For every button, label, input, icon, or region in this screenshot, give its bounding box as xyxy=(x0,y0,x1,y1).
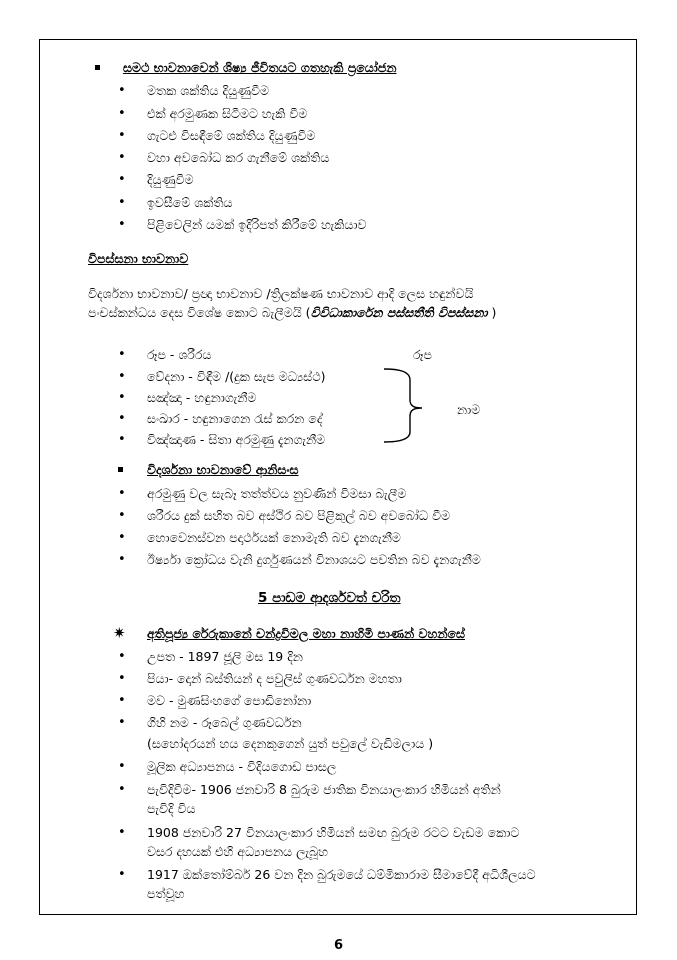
bullet-icon: • xyxy=(118,195,126,210)
bullet-icon: • xyxy=(118,867,126,882)
bullet-icon: • xyxy=(118,671,126,686)
list-item: සඤ්ඤා - හඳුනාගැනීම xyxy=(147,390,257,405)
list-item: උපත - 1897 ජූලි මස 19 දින xyxy=(147,649,303,664)
bullet-icon: • xyxy=(118,552,126,567)
list-item-continuation: පත්වූහ xyxy=(147,886,185,901)
bullet-icon: • xyxy=(118,693,126,708)
square-bullet-icon xyxy=(118,467,123,472)
list-item: මතක ශක්තිය දියුණුවීම xyxy=(147,83,270,98)
bullet-icon: • xyxy=(118,411,126,426)
section-heading: විපස්සනා භාවනාව xyxy=(88,251,189,266)
list-item: ගැටළු විසඳීමේ ශක්තිය දියුණුවීම xyxy=(147,128,316,143)
list-item: දියුණුවීම xyxy=(147,172,194,187)
section-heading: විදර්ශනා භාවනාවේ ආනිසංස xyxy=(147,462,299,477)
bullet-icon: • xyxy=(118,432,126,447)
paragraph-text: ) xyxy=(487,305,497,320)
bullet-icon: • xyxy=(118,508,126,523)
paragraph-line: විදර්ශනා භාවනාව/ ප්‍රඥා භාවනාව /ත්‍රිලක්ෂණ භාවනාව ආදි ලෙස හඳුන්වයි xyxy=(88,286,474,301)
pali-quote: විවිධාකාරේන පස්සතීති විපස්සනා xyxy=(310,305,488,320)
bullet-icon: • xyxy=(118,128,126,143)
bullet-icon: • xyxy=(118,106,126,121)
list-item: ශරීරය දුක් සහිත බව අස්ථිර බව පිළිකුල් බව අවබෝධ වීම xyxy=(147,508,451,523)
bullet-icon: • xyxy=(118,782,126,797)
bullet-icon: • xyxy=(118,369,126,384)
list-item: හොවෙනස්වන පදාර්ථයක් නොමැති බව දැනගැනීම xyxy=(147,530,401,545)
lesson-title: 5 පාඩම ආදර්ශවත් චරිත xyxy=(258,590,401,606)
list-item: අරමුණු වල සැබෑ තත්ත්වය නුවණින් විමසා බැලීම xyxy=(147,486,407,501)
paragraph-text: පංචස්කන්ධය දෙස විශේෂ කොට බැලීමයි ( xyxy=(88,305,311,320)
list-item: සංඛාර - හඳුනාගෙන රැස් කරන දේ xyxy=(147,411,323,426)
bullet-icon: • xyxy=(118,759,126,774)
list-item: වහා අවබෝධ කර ගැනීමේ ශක්තිය xyxy=(147,150,330,165)
lesson-subheading: අතිපූජ්‍ය රේරුකානේ චන්ද්‍රවිමල මහා නාහිමි පාණන් වහන්සේ xyxy=(147,626,465,641)
list-item: ඉවසීමේ ශක්තිය xyxy=(147,195,233,210)
list-item: 1908 ජනවාරි 27 විනයාලංකාර හිමියන් සමඟ බුරුම රටට වැඩම කොට xyxy=(147,825,520,840)
list-item: මව - මුණසිංහගේ පොඩිනෝනා xyxy=(147,693,312,708)
page-number: 6 xyxy=(333,938,344,953)
list-item: පැවිදිවීම- 1906 ජනවාරි 8 බුරුම ජාතික විනයාලංකාර හිමියන් අතින් xyxy=(147,782,501,797)
list-item: පිළිවෙලින් යමක් ඉදිරිපත් කිරීමේ හැකියාව xyxy=(147,217,367,232)
list-item-continuation: (සහෝදරයන් හය දෙනකුගෙන් යුත් පවුලේ වැඩිමලාය ) xyxy=(147,736,434,751)
bullet-icon: • xyxy=(118,825,126,840)
nama-label: නාම xyxy=(457,402,481,417)
bullet-icon: • xyxy=(118,715,126,730)
list-item: පියා- දොන් බස්තියන් ද පවුලිස් ගුණවර්ධන මහතා xyxy=(147,671,402,686)
list-item: රූප - ශරීරය xyxy=(147,347,212,362)
bullet-icon: • xyxy=(118,172,126,187)
section-heading: සමථ භාවනාවෙන් ශිෂ්‍ය ජීවිතයට ගතහැකි ප්‍රයෝජන xyxy=(123,60,397,75)
list-item-continuation: වසර දහයක් එහි අධ්‍යාපනය ලැබූහ xyxy=(147,844,328,859)
bullet-icon: • xyxy=(118,486,126,501)
brace-icon xyxy=(380,366,440,446)
list-item-continuation: පැවිදි විය xyxy=(147,801,196,816)
bullet-icon: • xyxy=(118,649,126,664)
list-item: විඤ්ඤාණ - සිතා අරමුණු දැනගැනීම xyxy=(147,432,326,447)
bullet-icon: • xyxy=(118,530,126,545)
paragraph-line xyxy=(88,305,496,321)
list-item: 1917 ඔක්තෝම්බර් 26 වන දින බුරුමයේ ධම්මිකාරාම සීමාවේදී අධිශීලයට xyxy=(147,867,536,882)
rupa-label: රූප xyxy=(413,347,432,362)
list-item: ගිහි නම - රූබෙල් ගුණවර්ධන xyxy=(147,715,302,730)
square-bullet-icon xyxy=(95,65,100,70)
list-item: මූලික අධ්‍යාපනය - විදියගොඩ පාසල xyxy=(147,759,337,774)
list-item: ඊර්ෂ්‍යා ක්‍රෝධය වැනි දුර්ගුණයන් විනාශයට පවතින බව දැනගැනීම xyxy=(147,552,481,567)
bullet-icon: • xyxy=(118,150,126,165)
bullet-icon: • xyxy=(118,217,126,232)
bullet-icon: • xyxy=(118,83,126,98)
star-bullet-icon: ✷ xyxy=(113,624,126,642)
list-item: එක් අරමුණක සිටීමට හැකි වීම xyxy=(147,106,308,121)
bullet-icon: • xyxy=(118,390,126,405)
bullet-icon: • xyxy=(118,347,126,362)
list-item: වේදනා - විඳීම /(දුක සැප මධ්‍යස්ථ) xyxy=(147,369,326,384)
